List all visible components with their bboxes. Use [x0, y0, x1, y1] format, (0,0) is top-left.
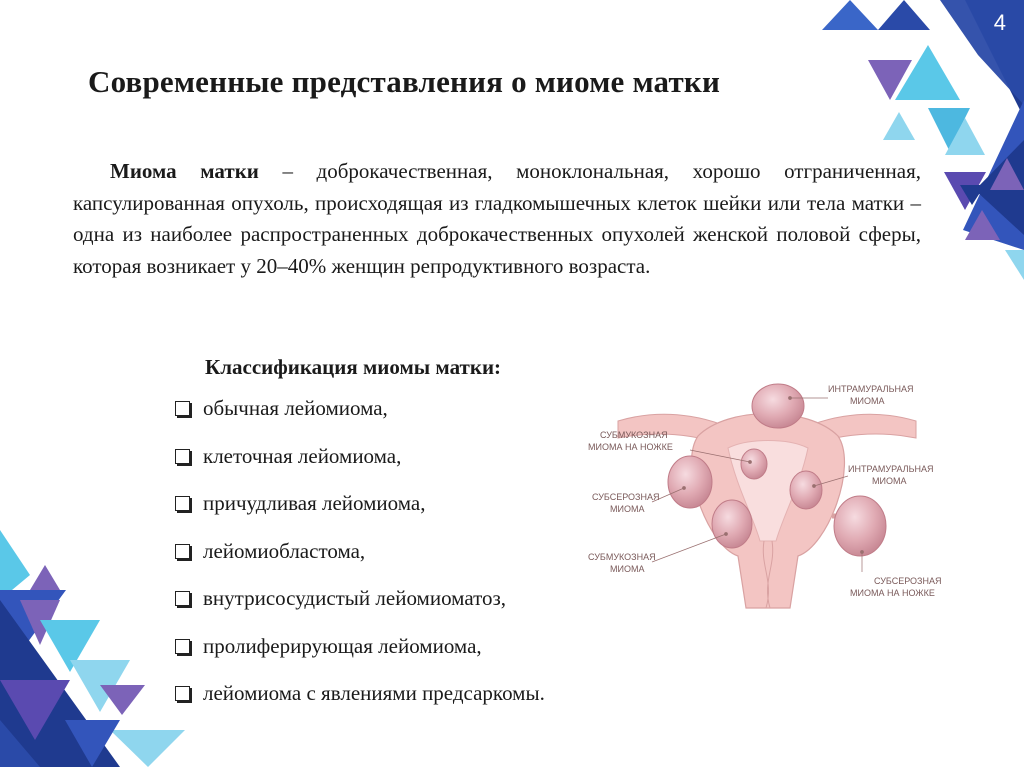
slide-number: 4 — [993, 10, 1006, 35]
list-item — [175, 444, 545, 492]
list-item-label: обычная лейомиома, — [203, 396, 388, 420]
list-item-label: лейомиобластома, — [203, 538, 366, 563]
fibroid-intramural-right — [790, 471, 822, 509]
checkbox-bullet-icon — [175, 401, 190, 416]
checkbox-bullet-icon — [175, 591, 190, 606]
label-submucous-pedicle-2: МИОМА НА НОЖКЕ — [588, 442, 673, 452]
label-intramural-top-1: ИНТРАМУРАЛЬНАЯ — [828, 384, 914, 394]
label-subserous-pedicle-1: СУБСЕРОЗНАЯ — [874, 576, 942, 586]
list-item — [175, 491, 545, 539]
list-item — [175, 396, 545, 444]
label-subserous-left-2: МИОМА — [610, 504, 645, 514]
label-submucous-2: МИОМА — [610, 564, 645, 574]
checkbox-bullet-icon — [175, 639, 190, 654]
classification-heading: Классификация миомы матки: — [205, 355, 502, 379]
list-item — [175, 539, 545, 587]
checkbox-bullet-icon — [175, 544, 190, 559]
list-item — [175, 681, 545, 729]
definition-text: – доброкачественная, моноклональная, хорошо отграниченная, капсулированная опухоль, происходящая из гладкомышечных клеток шейки или тела матки – одна из наиболее распространенных доброкачественных опухолей женской половой сферы, которая возникает у 20–40% женщин репродуктивного возраста. — [73, 159, 921, 278]
list-item — [175, 634, 545, 682]
label-intramural-right-2: МИОМА — [872, 476, 907, 486]
fibroid-submucous-pedicle — [741, 449, 767, 479]
checkbox-bullet-icon — [175, 449, 190, 464]
label-subserous-left-1: СУБСЕРОЗНАЯ — [592, 492, 660, 502]
uterus-fibroid-diagram — [578, 376, 958, 616]
definition-paragraph — [73, 156, 921, 282]
list-item — [175, 586, 545, 634]
fibroid-submucous-lower — [712, 500, 752, 548]
list-item-label: лейомиома с явлениями предсаркомы. — [203, 681, 545, 705]
label-intramural-top-2: МИОМА — [850, 396, 885, 406]
classification-list — [175, 396, 545, 729]
fibroid-intramural-top — [752, 384, 804, 428]
list-item-label: причудливая лейомиома, — [203, 491, 426, 515]
label-submucous-1: СУБМУКОЗНАЯ — [588, 552, 656, 562]
definition-term: Миома матки — [110, 159, 259, 183]
checkbox-bullet-icon — [175, 496, 190, 511]
fibroid-subserous-left — [668, 456, 712, 508]
checkbox-bullet-icon — [175, 686, 190, 701]
label-submucous-pedicle-1: СУБМУКОЗНАЯ — [600, 430, 668, 440]
label-subserous-pedicle-2: МИОМА НА НОЖКЕ — [850, 588, 935, 598]
page-title: Современные представления о миоме матки — [88, 64, 721, 99]
list-item-label: внутрисосудистый лейомиоматоз, — [203, 586, 507, 610]
fibroid-subserous-pedicle — [834, 496, 886, 556]
list-item-label: клеточная лейомиома, — [203, 443, 402, 468]
list-item-label: пролиферирующая лейомиома, — [203, 633, 482, 658]
label-intramural-right-1: ИНТРАМУРАЛЬНАЯ — [848, 464, 934, 474]
